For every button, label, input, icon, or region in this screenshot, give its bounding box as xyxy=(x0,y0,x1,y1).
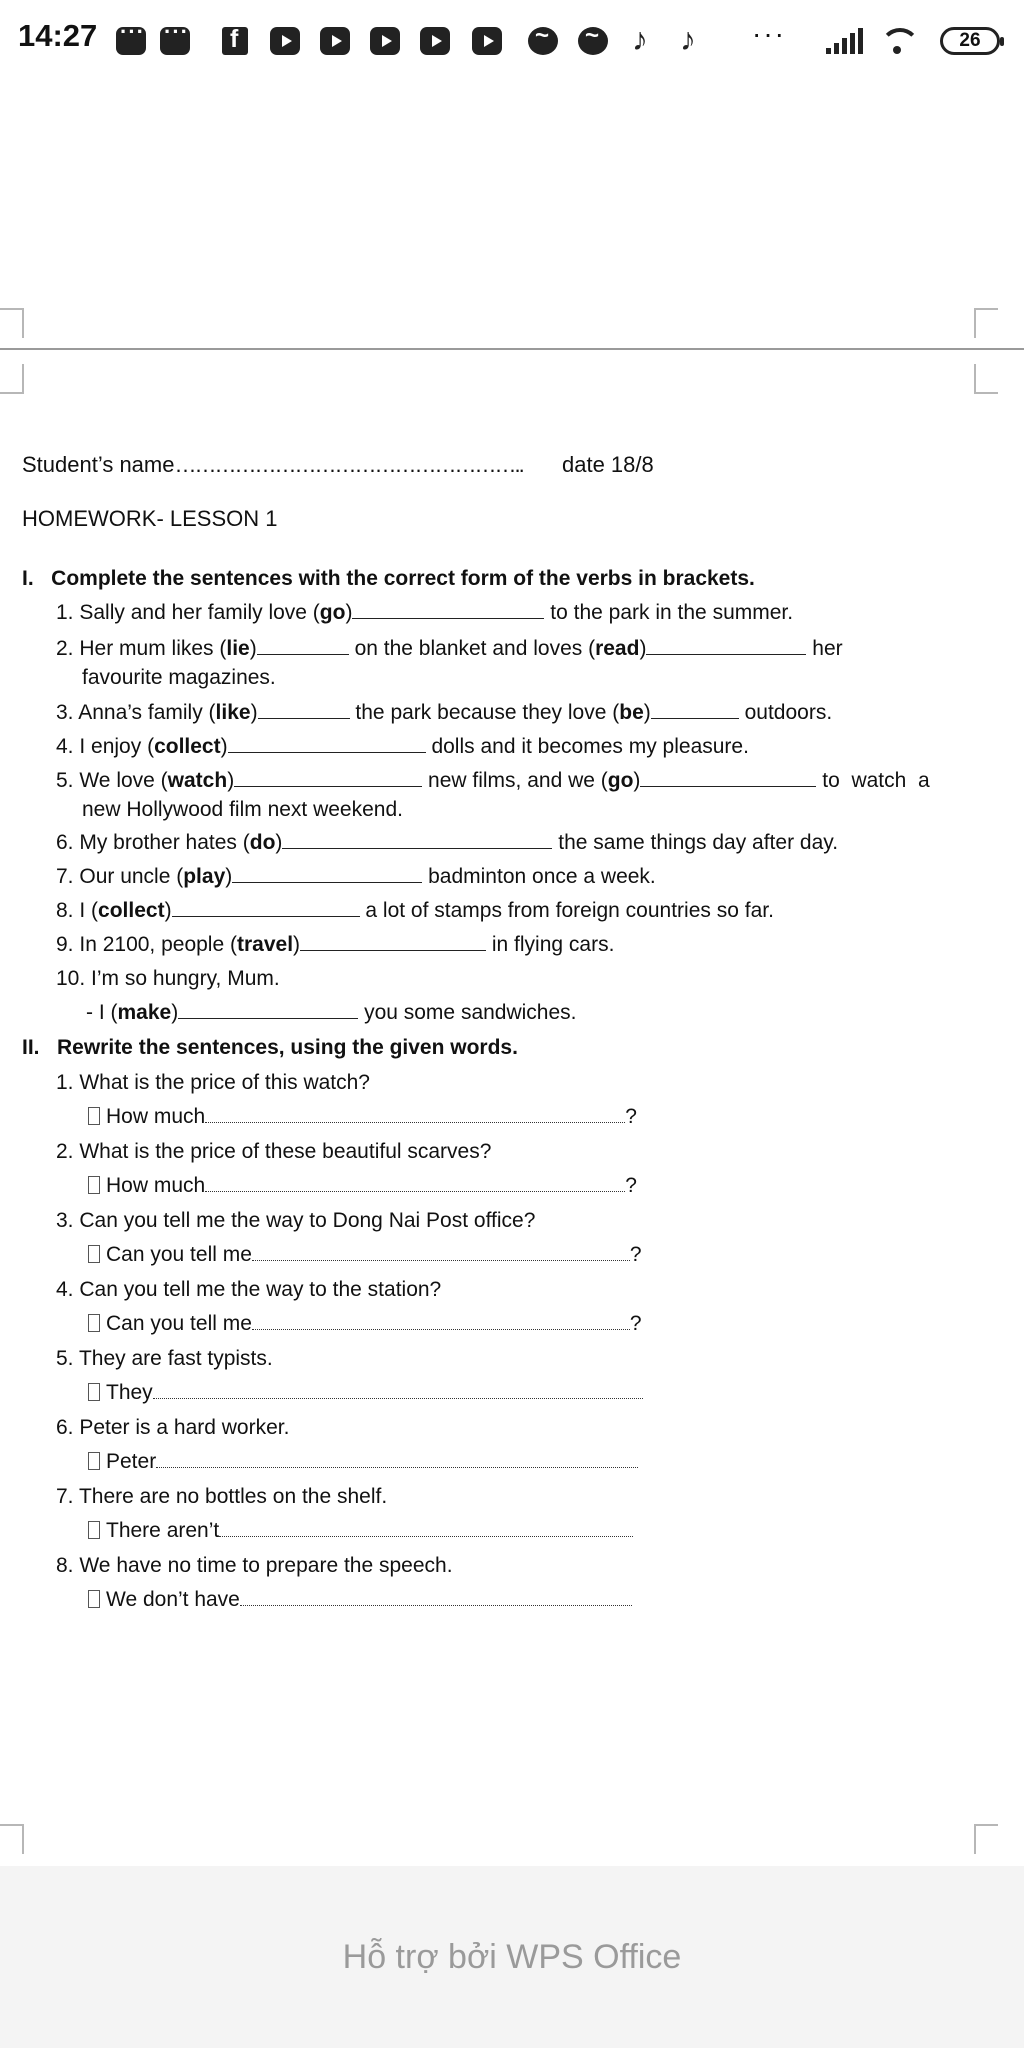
youtube-icon xyxy=(320,27,350,55)
exercise-item-continuation: new Hollywood film next weekend. xyxy=(82,798,403,821)
page-corner-mark xyxy=(0,1824,24,1854)
rewrite-question: 4. Can you tell me the way to the station? xyxy=(56,1278,442,1301)
chat-icon xyxy=(160,27,190,55)
battery-icon: 26 xyxy=(940,27,1000,55)
facebook-icon xyxy=(222,27,248,55)
page-corner-mark xyxy=(0,364,24,394)
wifi-icon xyxy=(880,28,916,54)
exercise-item: 6. My brother hates (do) the same things day after day. xyxy=(56,831,839,854)
exercise-item: 7. Our uncle (play) badminton once a week. xyxy=(56,865,656,888)
page-corner-mark xyxy=(974,308,998,338)
section-1-title: I. Complete the sentences with the correct form of the verbs in brackets. xyxy=(22,567,755,590)
rewrite-question: 2. What is the price of these beautiful scarves? xyxy=(56,1140,492,1163)
section-2-title: II. Rewrite the sentences, using the given words. xyxy=(22,1036,518,1059)
checkbox-glyph-icon xyxy=(88,1245,100,1263)
checkbox-glyph-icon xyxy=(88,1107,100,1125)
chat-icon xyxy=(116,27,146,55)
youtube-icon xyxy=(472,27,502,55)
more-notifications-icon: ··· xyxy=(752,18,786,49)
rewrite-question: 8. We have no time to prepare the speech. xyxy=(56,1554,453,1577)
tiktok-icon xyxy=(628,27,658,55)
rewrite-answer-line: We don’t have xyxy=(88,1583,632,1617)
exercise-item: 4. I enjoy (collect) dolls and it becomes my pleasure. xyxy=(56,735,749,758)
rewrite-question: 5. They are fast typists. xyxy=(56,1347,273,1370)
rewrite-answer-line: Can you tell me ? xyxy=(88,1238,642,1272)
checkbox-glyph-icon xyxy=(88,1176,100,1194)
messenger-icon xyxy=(578,27,608,55)
rewrite-answer-line: Can you tell me ? xyxy=(88,1307,642,1341)
page-corner-mark xyxy=(974,364,998,394)
rewrite-answer-line: How much ? xyxy=(88,1100,637,1134)
student-name-dots: …………………………………………….. xyxy=(174,452,523,477)
exercise-item: 5. We love (watch) new films, and we (go) to watch a xyxy=(56,769,930,792)
youtube-icon xyxy=(420,27,450,55)
youtube-icon xyxy=(370,27,400,55)
rewrite-answer-line: There aren’t xyxy=(88,1514,633,1548)
rewrite-question: 6. Peter is a hard worker. xyxy=(56,1416,290,1439)
exercise-item: - I (make) you some sandwiches. xyxy=(86,1001,577,1024)
checkbox-glyph-icon xyxy=(88,1314,100,1332)
checkbox-glyph-icon xyxy=(88,1590,100,1608)
student-name-line xyxy=(22,448,523,482)
rewrite-answer-line: They xyxy=(88,1376,643,1410)
exercise-item: 10. I’m so hungry, Mum. xyxy=(56,967,280,990)
rewrite-answer-line: How much ? xyxy=(88,1169,637,1203)
status-bar xyxy=(0,0,1024,84)
exercise-item-continuation: favourite magazines. xyxy=(82,666,276,689)
exercise-item: 1. Sally and her family love (go) to the park in the summer. xyxy=(56,601,794,624)
rewrite-answer-line: Peter xyxy=(88,1445,638,1479)
rewrite-question: 7. There are no bottles on the shelf. xyxy=(56,1485,388,1508)
page-corner-mark xyxy=(0,308,24,338)
exercise-item: 8. I (collect) a lot of stamps from foreign countries so far. xyxy=(56,899,774,922)
rewrite-question: 1. What is the price of this watch? xyxy=(56,1071,370,1094)
youtube-icon xyxy=(270,27,300,55)
wps-credit-text: Hỗ trợ bởi WPS Office xyxy=(342,1938,682,1976)
checkbox-glyph-icon xyxy=(88,1521,100,1539)
checkbox-glyph-icon xyxy=(88,1452,100,1470)
page-divider xyxy=(0,348,1024,350)
page-corner-mark xyxy=(974,1824,998,1854)
student-name-label: Student’s name xyxy=(22,452,175,477)
messenger-icon xyxy=(528,27,558,55)
rewrite-question: 3. Can you tell me the way to Dong Nai Post office? xyxy=(56,1209,536,1232)
checkbox-glyph-icon xyxy=(88,1383,100,1401)
tiktok-icon xyxy=(676,27,706,55)
status-time: 14:27 xyxy=(18,18,98,53)
exercise-item: 3. Anna’s family (like) the park because they love (be) outdoors. xyxy=(56,701,833,724)
date-label: date 18/8 xyxy=(562,452,654,477)
signal-icon xyxy=(826,28,868,54)
homework-title: HOMEWORK- LESSON 1 xyxy=(22,506,278,531)
exercise-item: 2. Her mum likes (lie) on the blanket and loves (read) her xyxy=(56,637,843,660)
exercise-item: 9. In 2100, people (travel) in flying cars. xyxy=(56,933,615,956)
